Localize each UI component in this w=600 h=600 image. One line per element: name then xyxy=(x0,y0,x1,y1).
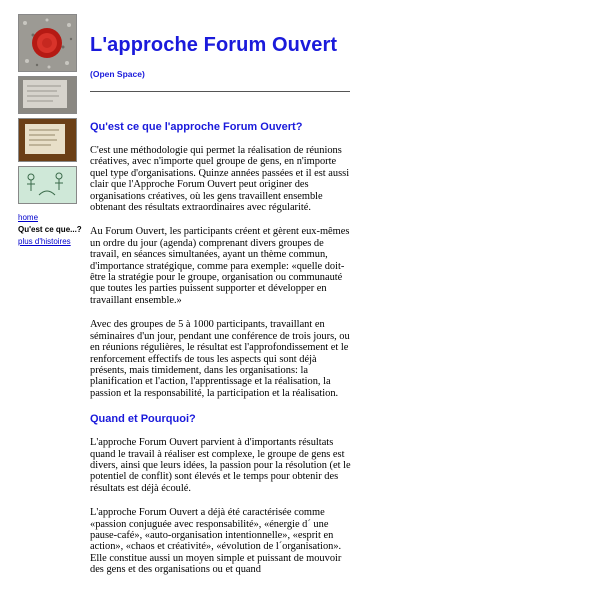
title-divider xyxy=(90,91,350,92)
nav-current-item: Qu'est ce que...? xyxy=(18,225,82,234)
nav-menu xyxy=(18,212,82,248)
nav-home-link[interactable]: home xyxy=(18,213,39,222)
section2-heading: Quand et Pourquoi? xyxy=(90,413,196,426)
section1-paragraph-1: C'est une méthodologie qui permet la réalisation de réunions créatives, avec n'importe quel groupe de gens, en n'importe quel type d'organisations. Quinze années passées et il est aussi clair que l'Approche Forum Ouvert peut originer des organisations créatives, où les gens travaillent ensemble obtenant des résultats extraordinaires avec régularité. xyxy=(90,145,350,214)
section1-paragraph-3: Avec des groupes de 5 à 1000 participants, travaillant en séminaires d'un jour, pendant une conférence de trois jours, ou en réunions régulières, le résultat est l'approfondissement et le renforcement effectifs de tous les aspects qui sont déjà présents, mais timidement, dans les organisations: la planification et l'action, l'apprentissage et la réalisation, la passion et la responsabilité, la participation et la réalisation. xyxy=(90,319,350,399)
nav-more-stories-link[interactable]: plus d'histoires xyxy=(18,237,71,246)
photo-red-seal[interactable] xyxy=(18,14,77,72)
section1-heading: Qu'est ce que l'approche Forum Ouvert? xyxy=(90,121,303,133)
photo-grey-sheet[interactable] xyxy=(18,76,77,114)
section1-paragraph-2: Au Forum Ouvert, les participants créent et gèrent eux-mêmes un ordre du jour (agenda) comprenant divers groupes de travail, en séances simultanées, ayant un thème commun, d'importance stratégique, comme para exemple: «quelle doit-être la stratégie pour le groupe, organisation ou communauté que toutes les parties puissent supporter et développer en travaillant ensemble.» xyxy=(90,226,350,306)
page-subtitle: (Open Space) xyxy=(90,69,145,79)
drawing-figures[interactable] xyxy=(18,166,77,204)
section2-paragraph-1: L'approche Forum Ouvert parvient à d'importants résultats quand le travail à réaliser est complexe, le groupe de gens est divers, ainsi que leurs idées, la passion pour la résolution (et le potentiel de conflit) sont élevés et le temps pour obtenir des résultats est déjà écoulé. xyxy=(90,437,351,494)
page-title: L'approche Forum Ouvert xyxy=(90,34,338,56)
section2-paragraph-2: L'approche Forum Ouvert a déjà été caractérisée comme «passion conjuguée avec responsabilité», «énergie d´ une pause-café», «auto-organisation intentionnelle», «esprit en action», «chaos et créativité», «évolution de l´organisation». Elle constitue aussi un moyen simple et puissant de mouvoir des gens et des organisations ou et quand xyxy=(90,507,342,576)
sidebar xyxy=(18,14,82,248)
photo-notice-board[interactable] xyxy=(18,118,77,162)
main-content xyxy=(90,34,352,576)
